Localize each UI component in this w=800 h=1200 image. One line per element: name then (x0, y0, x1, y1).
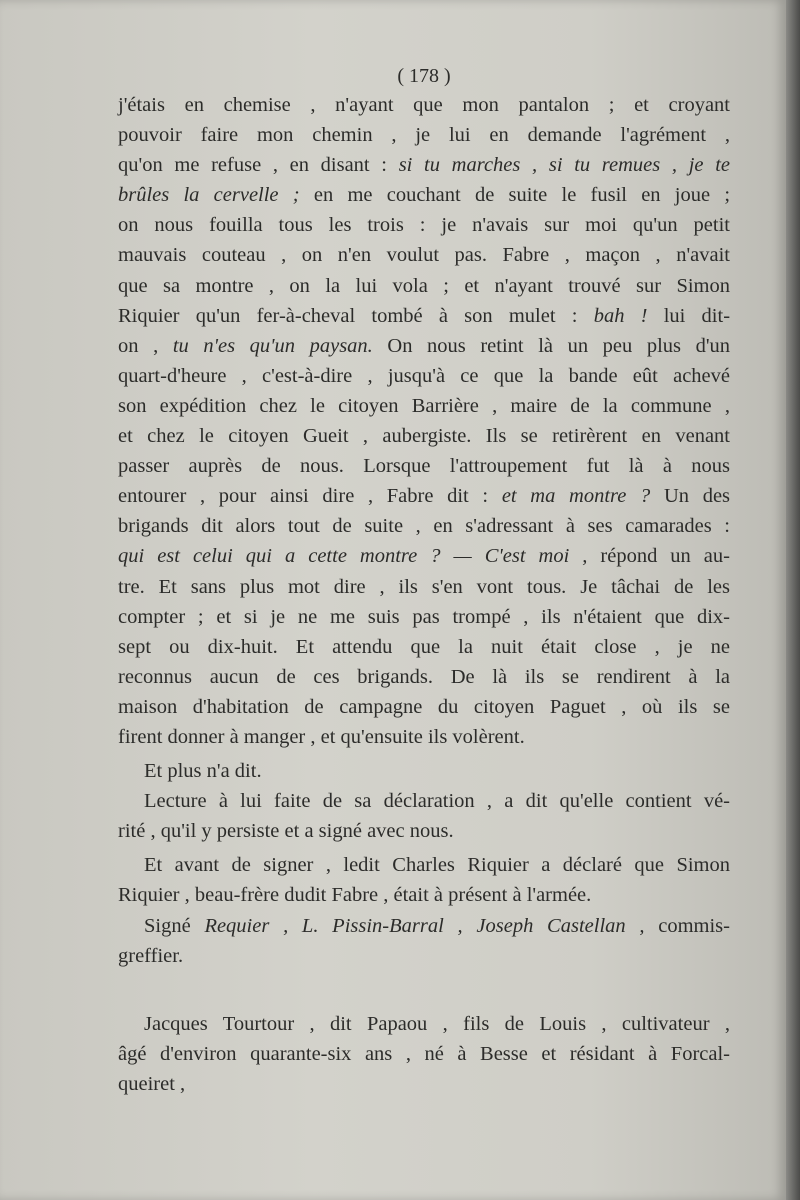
text-line: firent donner à manger , et qu'ensuite ils volèrent. (118, 725, 525, 748)
text-line: tre. Et sans plus mot dire , ils s'en vont tous. Je tâchai de les (118, 575, 730, 598)
text-run: en me couchant de suite le fusil en joue ; (313, 184, 731, 207)
text-line (118, 481, 730, 511)
text-run: Riquier qu'un fer-à-cheval tombé à son mulet : (118, 304, 578, 327)
text-line: passer auprès de nous. Lorsque l'attroupement fut là à nous (118, 455, 730, 478)
text-line: brigands dit alors tout de suite , en s'adressant à ses camarades : (118, 515, 730, 538)
signatures-line-end: greffier. (118, 944, 184, 967)
italic-threat: si tu marches , si tu remues , je te (398, 154, 730, 177)
text-line (118, 541, 730, 571)
text-run: entourer , pour ainsi dire , Fabre dit : (118, 485, 489, 508)
italic-paysan: tu n'es qu'un paysan. (172, 334, 373, 357)
text-line: on nous fouilla tous les trois : je n'avais sur moi qu'un petit (118, 214, 730, 237)
text-run: qu'on me refuse , en disant : (118, 154, 388, 177)
next-deposition: queiret , (118, 1072, 186, 1095)
page-text (118, 62, 730, 1099)
next-deposition: âgé d'environ quarante-six ans , né à Besse et résidant à Forcal- (118, 1042, 730, 1065)
reading-statement-end: rité , qu'il y persiste et a signé avec nous. (118, 820, 454, 843)
text-line: son expédition chez le citoyen Barrière , maire de la commune , (118, 394, 730, 417)
text-line (118, 301, 730, 331)
text-line: compter ; et si je ne me suis pas trompé , ils n'étaient que dix- (118, 605, 730, 628)
text-line: reconnus aucun de ces brigands. De là ils se rendirent à la (118, 665, 730, 688)
text-run: lui dit- (663, 304, 731, 327)
reading-statement: Lecture à lui faite de sa déclaration , a dit qu'elle contient vé- (144, 790, 730, 813)
text-line: que sa montre , on la lui vola ; et n'ayant trouvé sur Simon (118, 274, 730, 297)
italic-montre: et ma montre ? (501, 485, 651, 508)
text-line: j'étais en chemise , n'ayant que mon pantalon ; et croyant (118, 94, 730, 116)
text-line: quart-d'heure , c'est-à-dire , jusqu'à ce que la bande eût achevé (118, 364, 730, 387)
italic-threat-end: brûles la cervelle ; (118, 184, 300, 207)
page-number: ( 178 ) (397, 65, 451, 87)
text-run: répond un au- (600, 545, 730, 568)
signing-statement: Et avant de signer , ledit Charles Riquier a déclaré que Simon (144, 854, 730, 877)
text-line (118, 180, 730, 210)
text-line (118, 150, 730, 180)
text-line (118, 331, 730, 361)
text-run: Un des (663, 485, 731, 508)
text-line: maison d'habitation de campagne du citoyen Paguet , où ils se (118, 695, 730, 718)
text-run: commis- (658, 914, 730, 937)
italic-bah: bah ! (593, 304, 648, 327)
italic-question: qui est celui qui a cette montre ? — C'est moi , (118, 545, 588, 568)
text-line: mauvais couteau , on n'en voulut pas. Fabre , maçon , n'avait (118, 244, 730, 267)
text-line: pouvoir faire mon chemin , je lui en demande l'agrément , (118, 124, 730, 147)
text-line: sept ou dix-huit. Et attendu que la nuit était close , je ne (118, 635, 730, 658)
page-edge (786, 0, 800, 1200)
next-deposition: Jacques Tourtour , dit Papaou , fils de Louis , cultivateur , (144, 1012, 730, 1035)
signatures-line (118, 911, 730, 941)
text-run: On nous retint là un peu plus d'un (387, 334, 731, 357)
text-line: et chez le citoyen Gueit , aubergiste. Ils se retirèrent en venant (118, 425, 730, 448)
signing-statement-end: Riquier , beau-frère dudit Fabre , était à présent à l'armée. (118, 884, 592, 907)
signatory-names: Requier , L. Pissin-Barral , Joseph Castellan , (204, 914, 645, 937)
text-run: on , (118, 334, 159, 357)
closing-statement: Et plus n'a dit. (144, 760, 262, 783)
signed-label: Signé (144, 914, 191, 937)
